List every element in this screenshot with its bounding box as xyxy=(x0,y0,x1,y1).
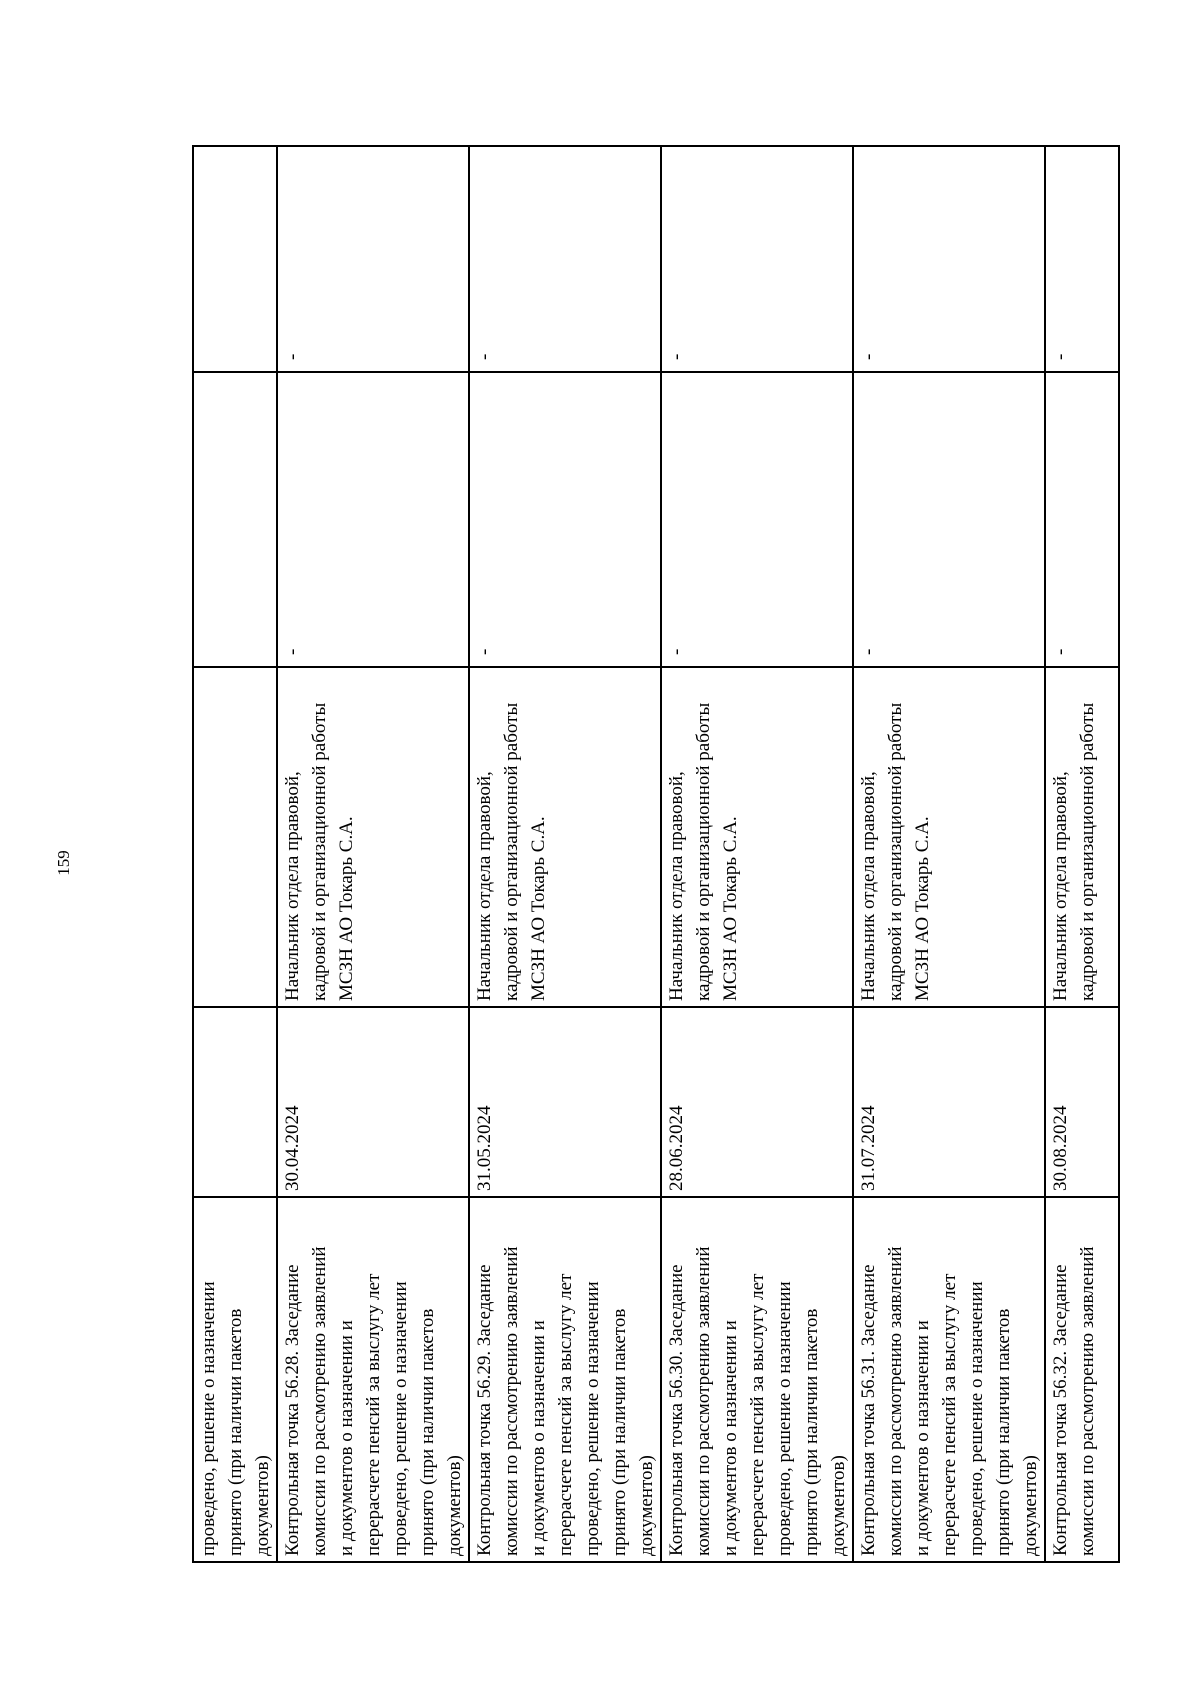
column-4-cell: - xyxy=(469,372,661,667)
date-cell xyxy=(193,1007,277,1197)
date-cell: 30.08.2024 xyxy=(1045,1007,1119,1197)
column-5-cell: - xyxy=(469,146,661,372)
task-cell: Контрольная точка 56.31. Заседание комиссии по рассмотрению заявлений и документов о назначении и перерасчете пенсий за выслугу лет проведено, решение о назначении принято (при наличии пакетов документов) xyxy=(853,1197,1045,1562)
table-row xyxy=(469,146,661,1562)
column-4-cell: - xyxy=(853,372,1045,667)
task-cell: проведено, решение о назначении принято (при наличии пакетов документов) xyxy=(193,1197,277,1562)
date-cell: 30.04.2024 xyxy=(277,1007,469,1197)
responsible-cell: Начальник отдела правовой, кадровой и организационной работы МСЗН АО Токарь С.А. xyxy=(277,667,469,1007)
table-row xyxy=(193,146,277,1562)
date-cell: 31.07.2024 xyxy=(853,1007,1045,1197)
date-cell: 31.05.2024 xyxy=(469,1007,661,1197)
date-cell: 28.06.2024 xyxy=(661,1007,853,1197)
page-number: 159 xyxy=(54,850,73,876)
control-points-table xyxy=(192,145,1120,1563)
column-4-cell: - xyxy=(661,372,853,667)
column-4-cell: - xyxy=(277,372,469,667)
task-cell: Контрольная точка 56.28. Заседание комиссии по рассмотрению заявлений и документов о назначении и перерасчете пенсий за выслугу лет проведено, решение о назначении принято (при наличии пакетов документов) xyxy=(277,1197,469,1562)
column-5-cell: - xyxy=(1045,146,1119,372)
column-5-cell xyxy=(193,146,277,372)
column-5-cell: - xyxy=(853,146,1045,372)
column-4-cell: - xyxy=(1045,372,1119,667)
column-5-cell: - xyxy=(277,146,469,372)
column-5-cell: - xyxy=(661,146,853,372)
table-frame xyxy=(192,147,1098,1563)
table-row xyxy=(661,146,853,1562)
table-row xyxy=(1045,146,1119,1562)
responsible-cell: Начальник отдела правовой, кадровой и организационной работы МСЗН АО Токарь С.А. xyxy=(661,667,853,1007)
column-4-cell xyxy=(193,372,277,667)
table-row xyxy=(277,146,469,1562)
responsible-cell: Начальник отдела правовой, кадровой и организационной работы xyxy=(1045,667,1119,1007)
responsible-cell: Начальник отдела правовой, кадровой и организационной работы МСЗН АО Токарь С.А. xyxy=(853,667,1045,1007)
task-cell: Контрольная точка 56.29. Заседание комиссии по рассмотрению заявлений и документов о назначении и перерасчете пенсий за выслугу лет проведено, решение о назначении принято (при наличии пакетов документов) xyxy=(469,1197,661,1562)
rotated-table-container xyxy=(192,147,1098,1563)
task-cell: Контрольная точка 56.30. Заседание комиссии по рассмотрению заявлений и документов о назначении и перерасчете пенсий за выслугу лет проведено, решение о назначении принято (при наличии пакетов документов) xyxy=(661,1197,853,1562)
responsible-cell: Начальник отдела правовой, кадровой и организационной работы МСЗН АО Токарь С.А. xyxy=(469,667,661,1007)
table-row xyxy=(853,146,1045,1562)
responsible-cell xyxy=(193,667,277,1007)
task-cell: Контрольная точка 56.32. Заседание комиссии по рассмотрению заявлений xyxy=(1045,1197,1119,1562)
